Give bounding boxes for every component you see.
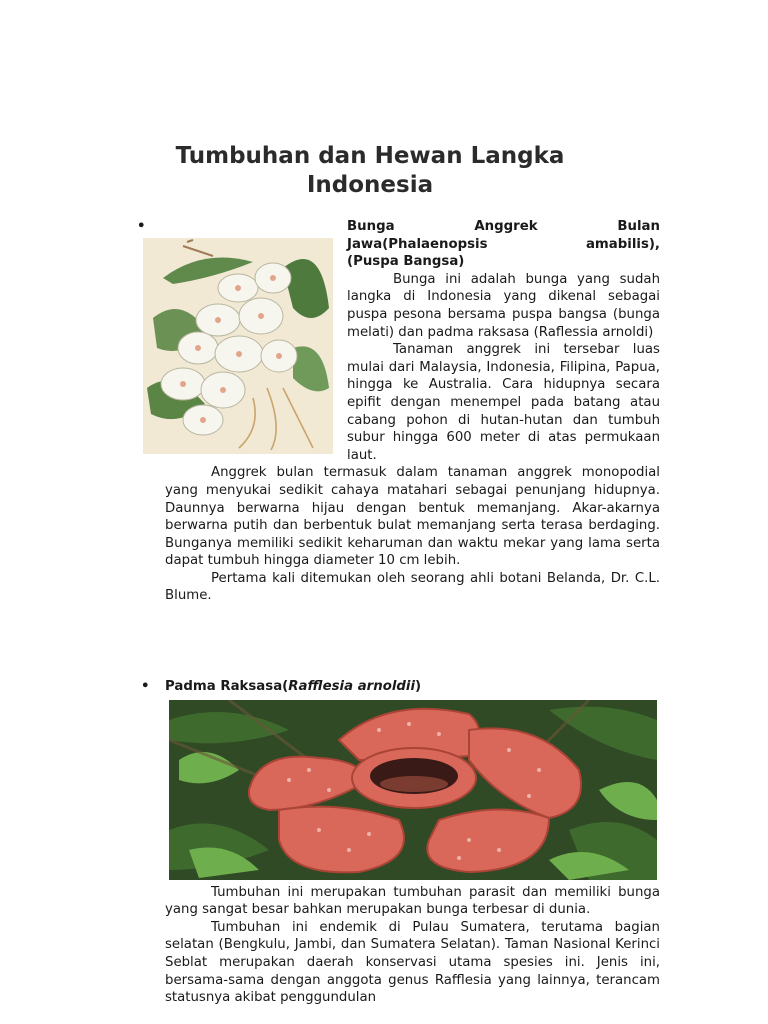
heading-close: ) [415, 679, 422, 694]
section-rafflesia [141, 678, 660, 1007]
heading-line-2: Jawa(Phalaenopsis amabilis), [347, 236, 660, 252]
rafflesia-image [169, 700, 657, 880]
heading-line-3: (Puspa Bangsa) [347, 254, 465, 270]
section-rafflesia-heading [141, 678, 660, 696]
heading-line-1: Bunga Anggrek Bulan [347, 219, 660, 234]
page-title [140, 142, 600, 200]
rafflesia-paragraph-2: Tumbuhan ini endemik di Pulau Sumatera, terutama bagian selatan (Bengkulu, Jambi, dan Sumatera Selatan). Taman Nasional Kerinci Seblat merupakan daerah konservasi utama spesies ini. Jenis ini, bersama-sama dengan anggota genus Rafflesia yang lainnya, terancam statusnya akibat penggundulan [165, 919, 660, 1006]
orchid-paragraph-4: Pertama kali ditemukan oleh seorang ahli botani Belanda, Dr. C.L. Blume. [165, 570, 660, 604]
heading-italic: Rafflesia arnoldii [288, 679, 416, 694]
section-orchid-heading [137, 218, 660, 271]
bullet: • [141, 679, 150, 694]
rafflesia-paragraph-1: Tumbuhan ini merupakan tumbuhan parasit dan memiliki bunga yang sangat besar bahkan merupakan bunga terbesar di dunia. [165, 884, 660, 918]
orchid-paragraph-2: Tanaman anggrek ini tersebar luas mulai dari Malaysia, Indonesia, Filipina, Papua, hingga ke Australia. Cara hidupnya secara epifit dengan menempel pada batang atau cabang pohon di hutan-hutan dan tumbuh subur hingga 600 meter di atas permukaan laut. [347, 342, 660, 463]
title-line-2: Indonesia [306, 172, 434, 198]
orchid-paragraph-3: Anggrek bulan termasuk dalam tanaman anggrek monopodial yang menyukai sedikit cahaya matahari sebagai penunjang hidupnya. Daunnya berwarna hijau dengan bentuk memanjang. Akar-akarnya berwarna putih dan berbentuk bulat memanjang serta terasa berdaging. Bunganya memiliki sedikit keharuman dan waktu mekar yang lama serta dapat tumbuh hingga diameter 10 cm lebih. [165, 465, 660, 569]
title-line-1: Tumbuhan dan Hewan Langka [175, 143, 565, 169]
bullet: • [137, 219, 146, 234]
orchid-paragraph-1: Bunga ini adalah bunga yang sudah langka di Indonesia yang dikenal sebagai puspa pesona bersama puspa bangsa (bunga melati) dan padma raksasa (Raflessia arnoldi) [347, 271, 660, 340]
section-orchid [137, 218, 660, 605]
heading-plain: Padma Raksasa( [165, 679, 289, 694]
